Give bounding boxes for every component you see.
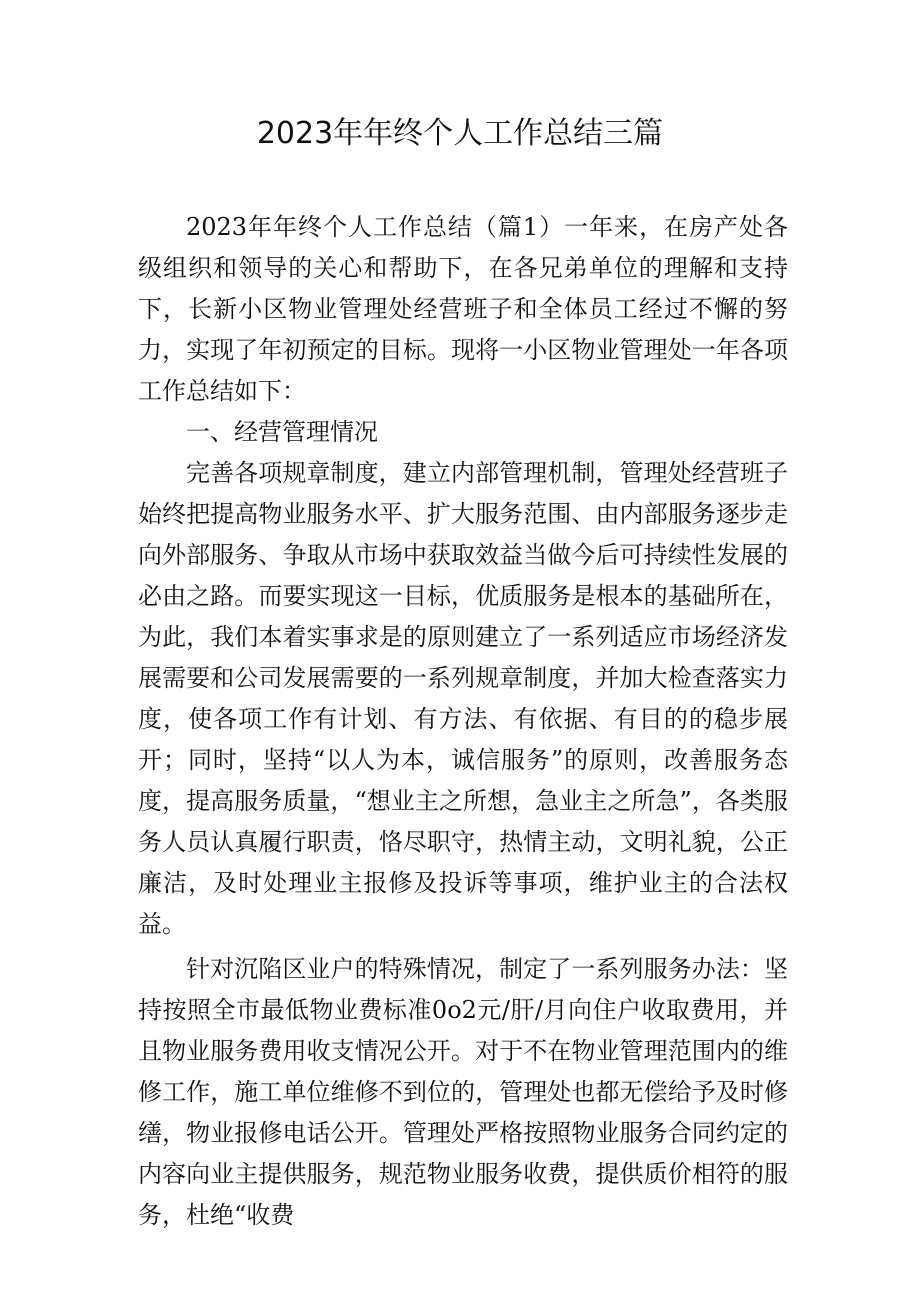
paragraph-rules: 完善各项规章制度，建立内部管理机制，管理处经营班子始终把提高物业服务水平、扩大服务范围、由内部服务逐步走向外部服务、争取从市场中获取效益当做今后可持续性发展的必由之路。而要实现这一目标，优质服务是根本的基础所在，为此，我们本着实事求是的原则建立了一系列适应市场经济发展需要和公司发展需要的一系列规章制度，并加大检查落实力度，使各项工作有计划、有方法、有依据、有目的的稳步展开；同时，坚持“以人为本，诚信服务”的原则，改善服务态度，提高服务质量，“想业主之所想，急业主之所急”，各类服务人员认真履行职责，恪尽职守，热情主动，文明礼貌，公正廉洁，及时处理业主报修及投诉等事项，维护业主的合法权益。 [138,459,788,938]
paragraph-subsidence-service: 针对沉陷区业户的特殊情况，制定了一系列服务办法：坚持按照全市最低物业费标准0o2元/肝/月向住户收取费用，并且物业服务费用收支情况公开。对于不在物业管理范围内的维修工作，施工单位维修不到位的，管理处也都无偿给予及时修缮，物业报修电话公开。管理处严格按照物业服务合同约定的内容向业主提供服务，规范物业服务收费，提供质价相符的服务，杜绝“收费 [138,955,788,1229]
paragraph-intro: 2023年年终个人工作总结（篇1）一年来，在房产处各级组织和领导的关心和帮助下，在各兄弟单位的理解和支持下，长新小区物业管理处经营班子和全体员工经过不懈的努力，实现了年初预定的目标。现将一小区物业管理处一年各项工作总结如下： [138,213,788,405]
document-title: 2023年年终个人工作总结三篇 [256,116,664,151]
section-heading-operations: 一、经营管理情况 [186,418,378,446]
document-body [138,207,788,1236]
